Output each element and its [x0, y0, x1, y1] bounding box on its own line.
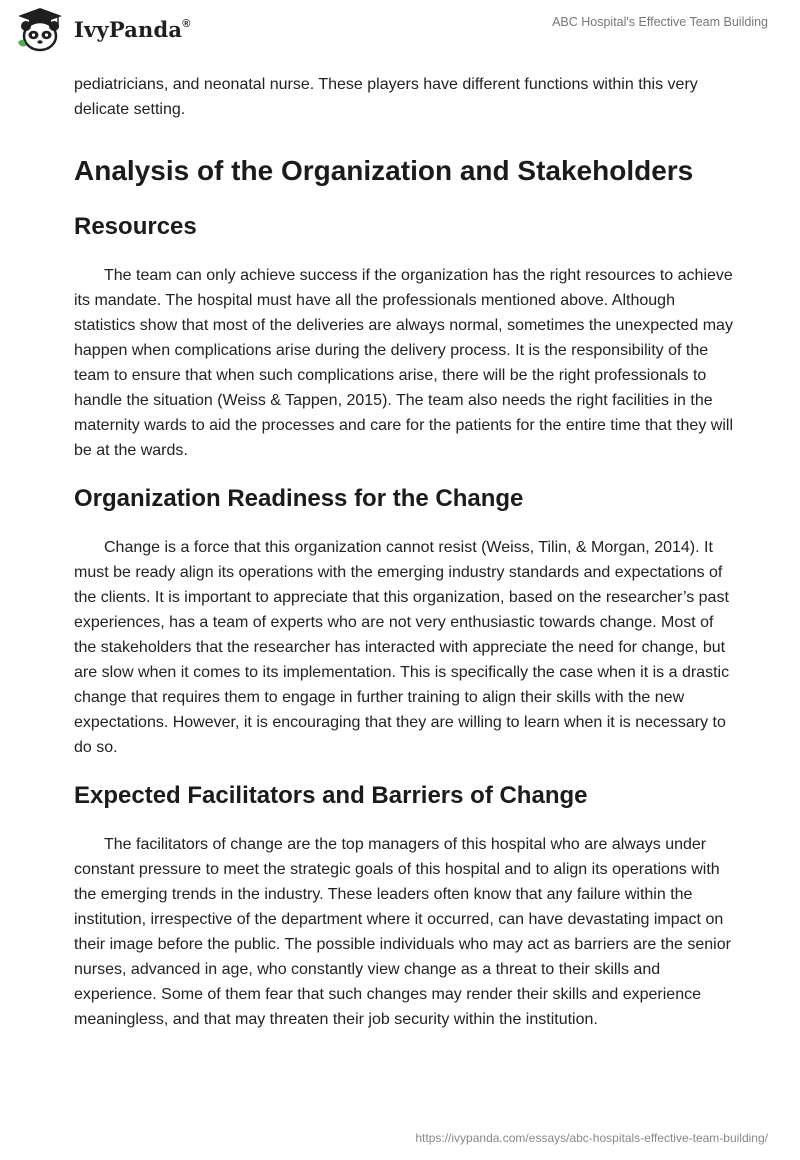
section-heading: Organization Readiness for the Change: [74, 485, 524, 512]
source-url[interactable]: https://ivypanda.com/essays/abc-hospitals-effective-team-building/: [415, 1131, 768, 1145]
main-heading: Analysis of the Organization and Stakeholders: [74, 155, 694, 186]
intro-paragraph: pediatricians, and neonatal nurse. These players have different functions within this very delicate setting.: [74, 76, 698, 118]
section-paragraph: The team can only achieve success if the organization has the right resources to achieve its mandate. The hospital must have all the professionals mentioned above. Although statistics show that most of the deliveries are always normal, sometimes the unexpected may happen when complications arise during the delivery process. It is the responsibility of the team to ensure that when such complications arise, there will be the right professionals to handle the situation (Weiss & Tappen, 2015). The team also needs the right facilities in the maternity wards to aid the processes and care for the patients for the entire time that they will be at the wards.: [74, 267, 733, 459]
section-organization-readiness: [74, 484, 734, 760]
section-heading: Expected Facilitators and Barriers of Change: [74, 782, 588, 809]
section-paragraph: Change is a force that this organization cannot resist (Weiss, Tilin, & Morgan, 2014). It must be ready align its operations with the emerging industry standards and expectations of the clients. It is important to appreciate that this organization, based on the researcher’s past experiences, has a team of experts who are not very enthusiastic towards change. Most of the stakeholders that the researcher has interacted with appreciate the need for change, but are slow when it comes to its implementation. This is specifically the case when it is a drastic change that requires them to engage in further training to align their skills with the new expectations. However, it is encouraging that they are willing to learn when it is necessary to do so.: [74, 539, 730, 756]
section-resources: [74, 212, 734, 463]
document-title: ABC Hospital's Effective Team Building: [552, 15, 768, 29]
panda-graduate-icon: [14, 6, 66, 52]
ivypanda-logo[interactable]: [14, 6, 191, 52]
logo-text: IvyPanda®: [74, 16, 191, 42]
section-paragraph: The facilitators of change are the top managers of this hospital who are always under constant pressure to meet the strategic goals of this hospital and to align its operations with the emerging trends in the industry. These leaders often know that any failure within the institution, irrespective of the department where it occurred, can have devastating impact on their image before the public. The possible individuals who may act as barriers are the senior nurses, advanced in age, who constantly view change as a threat to their skills and experience. Some of them fear that such changes may render their skills and experience meaningless, and that may threaten their job security within the institution.: [74, 836, 731, 1028]
page-header: [0, 0, 800, 60]
essay-content: [74, 72, 734, 1032]
section-heading: Resources: [74, 213, 197, 240]
section-facilitators-barriers: [74, 781, 734, 1032]
